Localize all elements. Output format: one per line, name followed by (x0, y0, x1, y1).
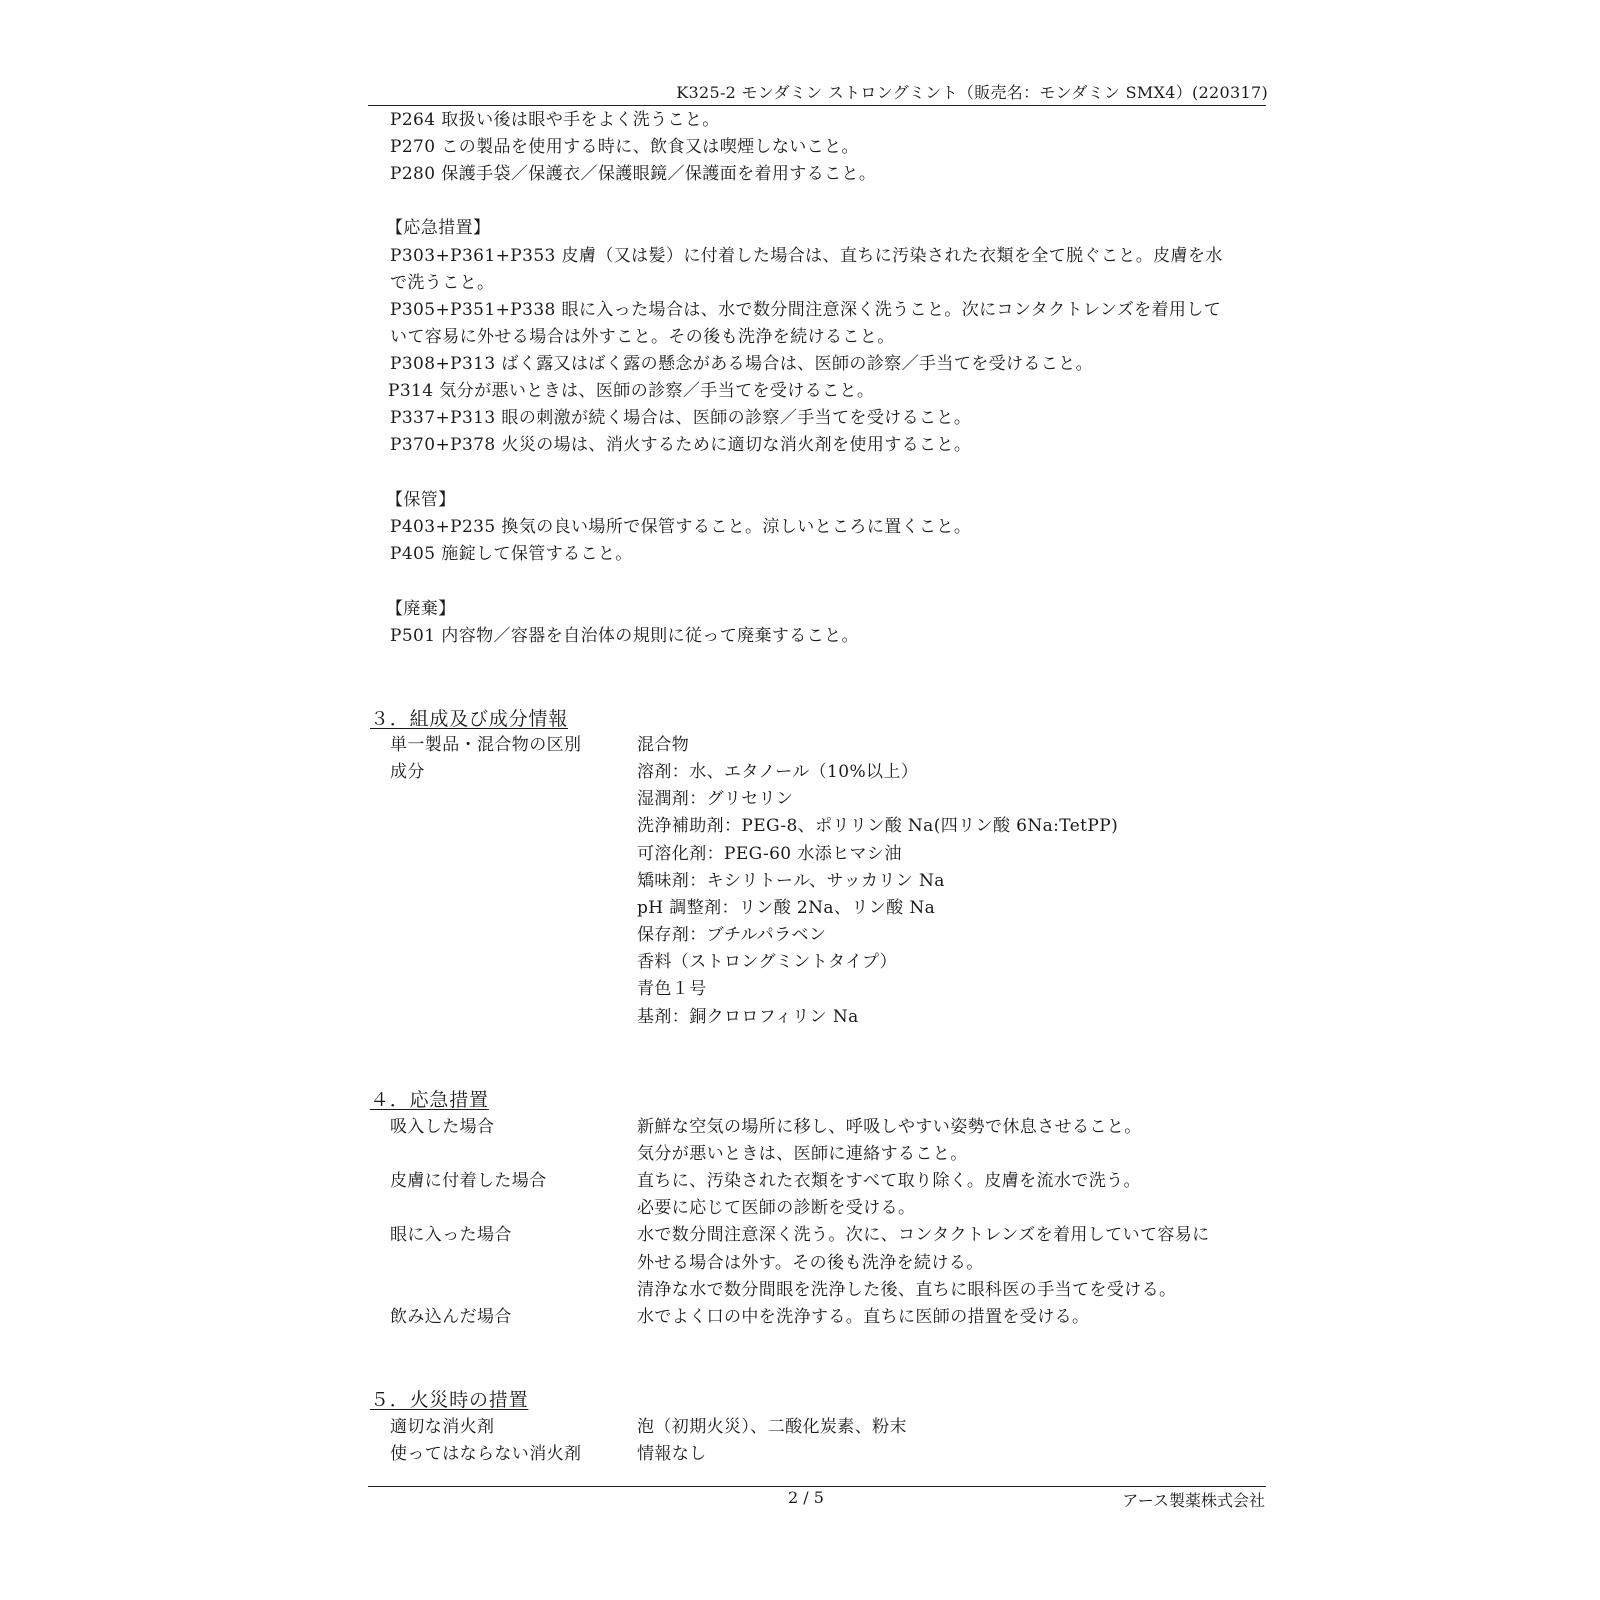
ingredient-line: 香料（ストロングミントタイプ） (637, 952, 897, 972)
ingredient-line: 可溶化剤：PEG-60 水添ヒマシ油 (637, 844, 902, 864)
document-header: K325-2 モンダミン ストロングミント（販売名：モンダミン SMX4）(220317) (676, 83, 1268, 102)
ingredient-line: 洗浄補助剤：PEG-8、ポリリン酸 Na(四リン酸 6Na:TetPP) (637, 816, 1119, 836)
row-value: 直ちに、汚染された衣類をすべて取り除く。皮膚を流水で洗う。 (637, 1171, 1141, 1191)
row-label: 皮膚に付着した場合 (390, 1171, 547, 1191)
ingredient-line: 青色１号 (637, 979, 707, 999)
disposal-line: P501 内容物／容器を自治体の規則に従って廃棄すること。 (390, 626, 859, 646)
row-value: 必要に応じて医師の診断を受ける。 (637, 1198, 916, 1218)
response-line: P314 気分が悪いときは、医師の診察／手当てを受けること。 (388, 381, 875, 401)
prevention-line: P280 保護手袋／保護衣／保護眼鏡／保護面を着用すること。 (390, 164, 877, 184)
response-line: P308+P313 ばく露又はばく露の懸念がある場合は、医師の診察／手当てを受けること。 (390, 354, 1094, 374)
row-label: 単一製品・混合物の区別 (390, 735, 582, 755)
row-label: 飲み込んだ場合 (390, 1307, 512, 1327)
ingredient-line: 矯味剤：キシリトール、サッカリン Na (637, 871, 945, 891)
response-line: P303+P361+P353 皮膚（又は髪）に付着した場合は、直ちに汚染された衣類を全て脱ぐこと。皮膚を水 (390, 246, 1223, 266)
row-value: 外せる場合は外す。その後も洗浄を続ける。 (637, 1253, 984, 1273)
ingredient-line: 保存剤：ブチルパラベン (637, 925, 827, 945)
storage-heading: 【保管】 (386, 490, 456, 510)
row-label: 吸入した場合 (390, 1117, 495, 1137)
row-value: 泡（初期火災）、二酸化炭素、粉末 (637, 1417, 907, 1437)
row-value: 情報なし (637, 1444, 707, 1464)
prevention-line: P270 この製品を使用する時に、飲食又は喫煙しないこと。 (390, 137, 859, 157)
row-label: 成分 (390, 762, 425, 782)
response-line: いて容易に外せる場合は外すこと。その後も洗浄を続けること。 (390, 327, 895, 347)
disposal-heading: 【廃棄】 (386, 599, 456, 619)
response-line: で洗うこと。 (390, 273, 495, 293)
section-3-title: ３．組成及び成分情報 (370, 708, 569, 730)
storage-line: P403+P235 換気の良い場所で保管すること。涼しいところに置くこと。 (390, 517, 972, 537)
ingredient-line: pH 調整剤：リン酸 2Na、リン酸 Na (637, 898, 936, 918)
row-label: 使ってはならない消火剤 (390, 1444, 582, 1464)
row-value: 水でよく口の中を洗浄する。直ちに医師の措置を受ける。 (637, 1307, 1090, 1327)
response-line: P305+P351+P338 眼に入った場合は、水で数分間注意深く洗うこと。次にコンタクトレンズを着用して (390, 300, 1222, 320)
row-value: 混合物 (637, 735, 690, 755)
prevention-line: P264 取扱い後は眼や手をよく洗うこと。 (390, 110, 720, 130)
row-label: 眼に入った場合 (390, 1225, 512, 1245)
page-number: 2 / 5 (788, 1488, 824, 1507)
storage-line: P405 施錠して保管すること。 (390, 544, 633, 564)
row-value: 新鮮な空気の場所に移し、呼吸しやすい姿勢で休息させること。 (637, 1117, 1142, 1137)
response-heading: 【応急措置】 (386, 218, 491, 238)
row-value: 気分が悪いときは、医師に連絡すること。 (637, 1144, 968, 1164)
company-name: アース製薬株式会社 (1122, 1491, 1265, 1510)
ingredient-line: 湿潤剤：グリセリン (637, 789, 794, 809)
row-value: 水で数分間注意深く洗う。次に、コンタクトレンズを着用していて容易に (637, 1225, 1210, 1245)
response-line: P370+P378 火災の場は、消火するために適切な消火剤を使用すること。 (390, 435, 972, 455)
header-divider (368, 105, 1266, 106)
footer-divider (368, 1486, 1266, 1487)
section-5-title: ５．火災時の措置 (370, 1389, 529, 1411)
row-label: 適切な消火剤 (390, 1417, 495, 1437)
section-4-title: ４．応急措置 (370, 1089, 489, 1111)
row-value: 清浄な水で数分間眼を洗浄した後、直ちに眼科医の手当てを受ける。 (637, 1280, 1177, 1300)
ingredient-line: 基剤：銅クロロフィリン Na (637, 1007, 859, 1027)
response-line: P337+P313 眼の刺激が続く場合は、医師の診察／手当てを受けること。 (390, 408, 972, 428)
ingredient-line: 溶剤：水、エタノール（10%以上） (637, 762, 919, 782)
